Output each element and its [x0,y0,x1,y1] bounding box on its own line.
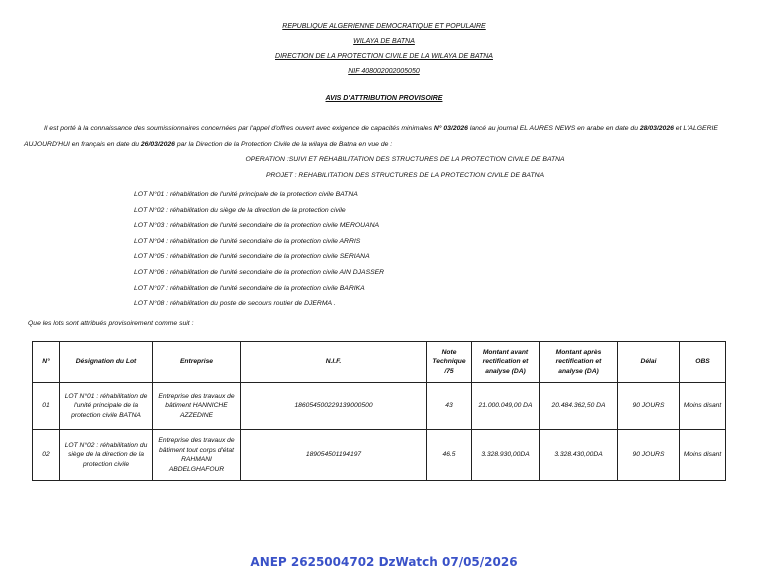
col-header: Désignation du Lot [60,342,153,383]
header-republic: REPUBLIQUE ALGERIENNE DEMOCRATIQUE ET POPULAIRE [282,23,486,30]
projet-line: PROJET : REHABILITATION DES STRUCTURES DE LA PROTECTION CIVILE DE BATNA [265,172,545,179]
lot-item: LOT N°02 : réhabilitation du siège de la direction de la protection civile [134,206,346,214]
table-cell: 90 JOURS [618,430,680,481]
table-cell: 46.5 [427,430,472,481]
table-cell: Entreprise des travaux de bâtiment tout corps d'état RAHMANI ABDELGHAFOUR [153,430,241,481]
table-cell: LOT N°02 : réhabilitation du siège de la direction de la protection civile [60,430,153,481]
lot-item: LOT N°01 : réhabilitation de l'unité principale de la protection civile BATNA [134,191,358,198]
col-header: Montant avant rectification et analyse (DA) [472,342,540,383]
table-cell: 90 JOURS [618,383,680,430]
col-header: Montant après rectification et analyse (DA) [540,342,618,383]
lots-list [134,187,384,312]
col-header: Note Technique /75 [427,342,472,383]
lot-item: LOT N°08 : réhabilitation du poste de secours routier de DJERMA . [134,300,336,308]
operation-line: OPERATION :SUIVI ET REHABILITATION DES STRUCTURES DE LA PROTECTION CIVILE DE BATNA [245,156,565,163]
table-cell: 43 [427,383,472,430]
table-cell: 3.328.430,00DA [540,430,618,481]
table-cell: Moins disant [680,383,726,430]
anep-footer: ANEP 2625004702 DzWatch 07/05/2026 [250,555,518,569]
attribution-table [32,341,726,481]
header-direction: DIRECTION DE LA PROTECTION CIVILE DE LA WILAYA DE BATNA [275,53,493,60]
notice-title: AVIS D'ATTRIBUTION PROVISOIRE [325,95,443,102]
lot-item: LOT N°03 : réhabilitation de l'unité secondaire de la protection civile MEROUANA [134,222,380,230]
table-cell: LOT N°01 : réhabilitation de l'unité principale de la protection civile BATNA [60,383,153,430]
table-cell: 189054501194197 [241,430,427,481]
lot-item: LOT N°06 : réhabilitation de l'unité secondaire de la protection civile AIN DJASSER [134,268,385,276]
table-row [33,383,726,430]
table-cell: 02 [33,430,60,481]
col-header: Délai [618,342,680,383]
table-cell: 01 [33,383,60,430]
table-header-row [33,342,726,383]
attribution-intro: Que les lots sont attribués provisoirement comme suit : [28,320,194,327]
lot-item: LOT N°04 : réhabilitation de l'unité secondaire de la protection civile ARRIS [134,237,361,245]
col-header: Entreprise [153,342,241,383]
lot-item: LOT N°07 : réhabilitation de l'unité secondaire de la protection civile BARIKA [134,284,365,292]
table-cell: 3.328.930,00DA [472,430,540,481]
intro-paragraph: Il est porté à la connaissance des soumissionnaires concernées par l'appel d'offres ouvert avec exigence de capacités minimales N° 03/2026 lancé au journal EL AURES NEWS en arabe en date du 28/03/2026 et L'ALGERIE AUJOURD'HUI en français en date du 26/03/2026 par la Direction de la Protection Civile de la wilaya de Batna en vue de : [24,125,718,148]
table-cell: 21.000.049,00 DA [472,383,540,430]
table-cell: 20.484.362,50 DA [540,383,618,430]
table-cell: Entreprise des travaux de bâtiment HANNICHE AZZEDINE [153,383,241,430]
col-header: OBS [680,342,726,383]
table-cell: Moins disant [680,430,726,481]
header-wilaya: WILAYA DE BATNA [353,38,415,45]
lot-item: LOT N°05 : réhabilitation de l'unité secondaire de la protection civile SERIANA [134,253,370,261]
header-nif: NIF 408002002005050 [348,68,420,75]
table-row [33,430,726,481]
col-header: N° [33,342,60,383]
table-cell: 186054500229139000500 [241,383,427,430]
col-header: N.I.F. [241,342,427,383]
